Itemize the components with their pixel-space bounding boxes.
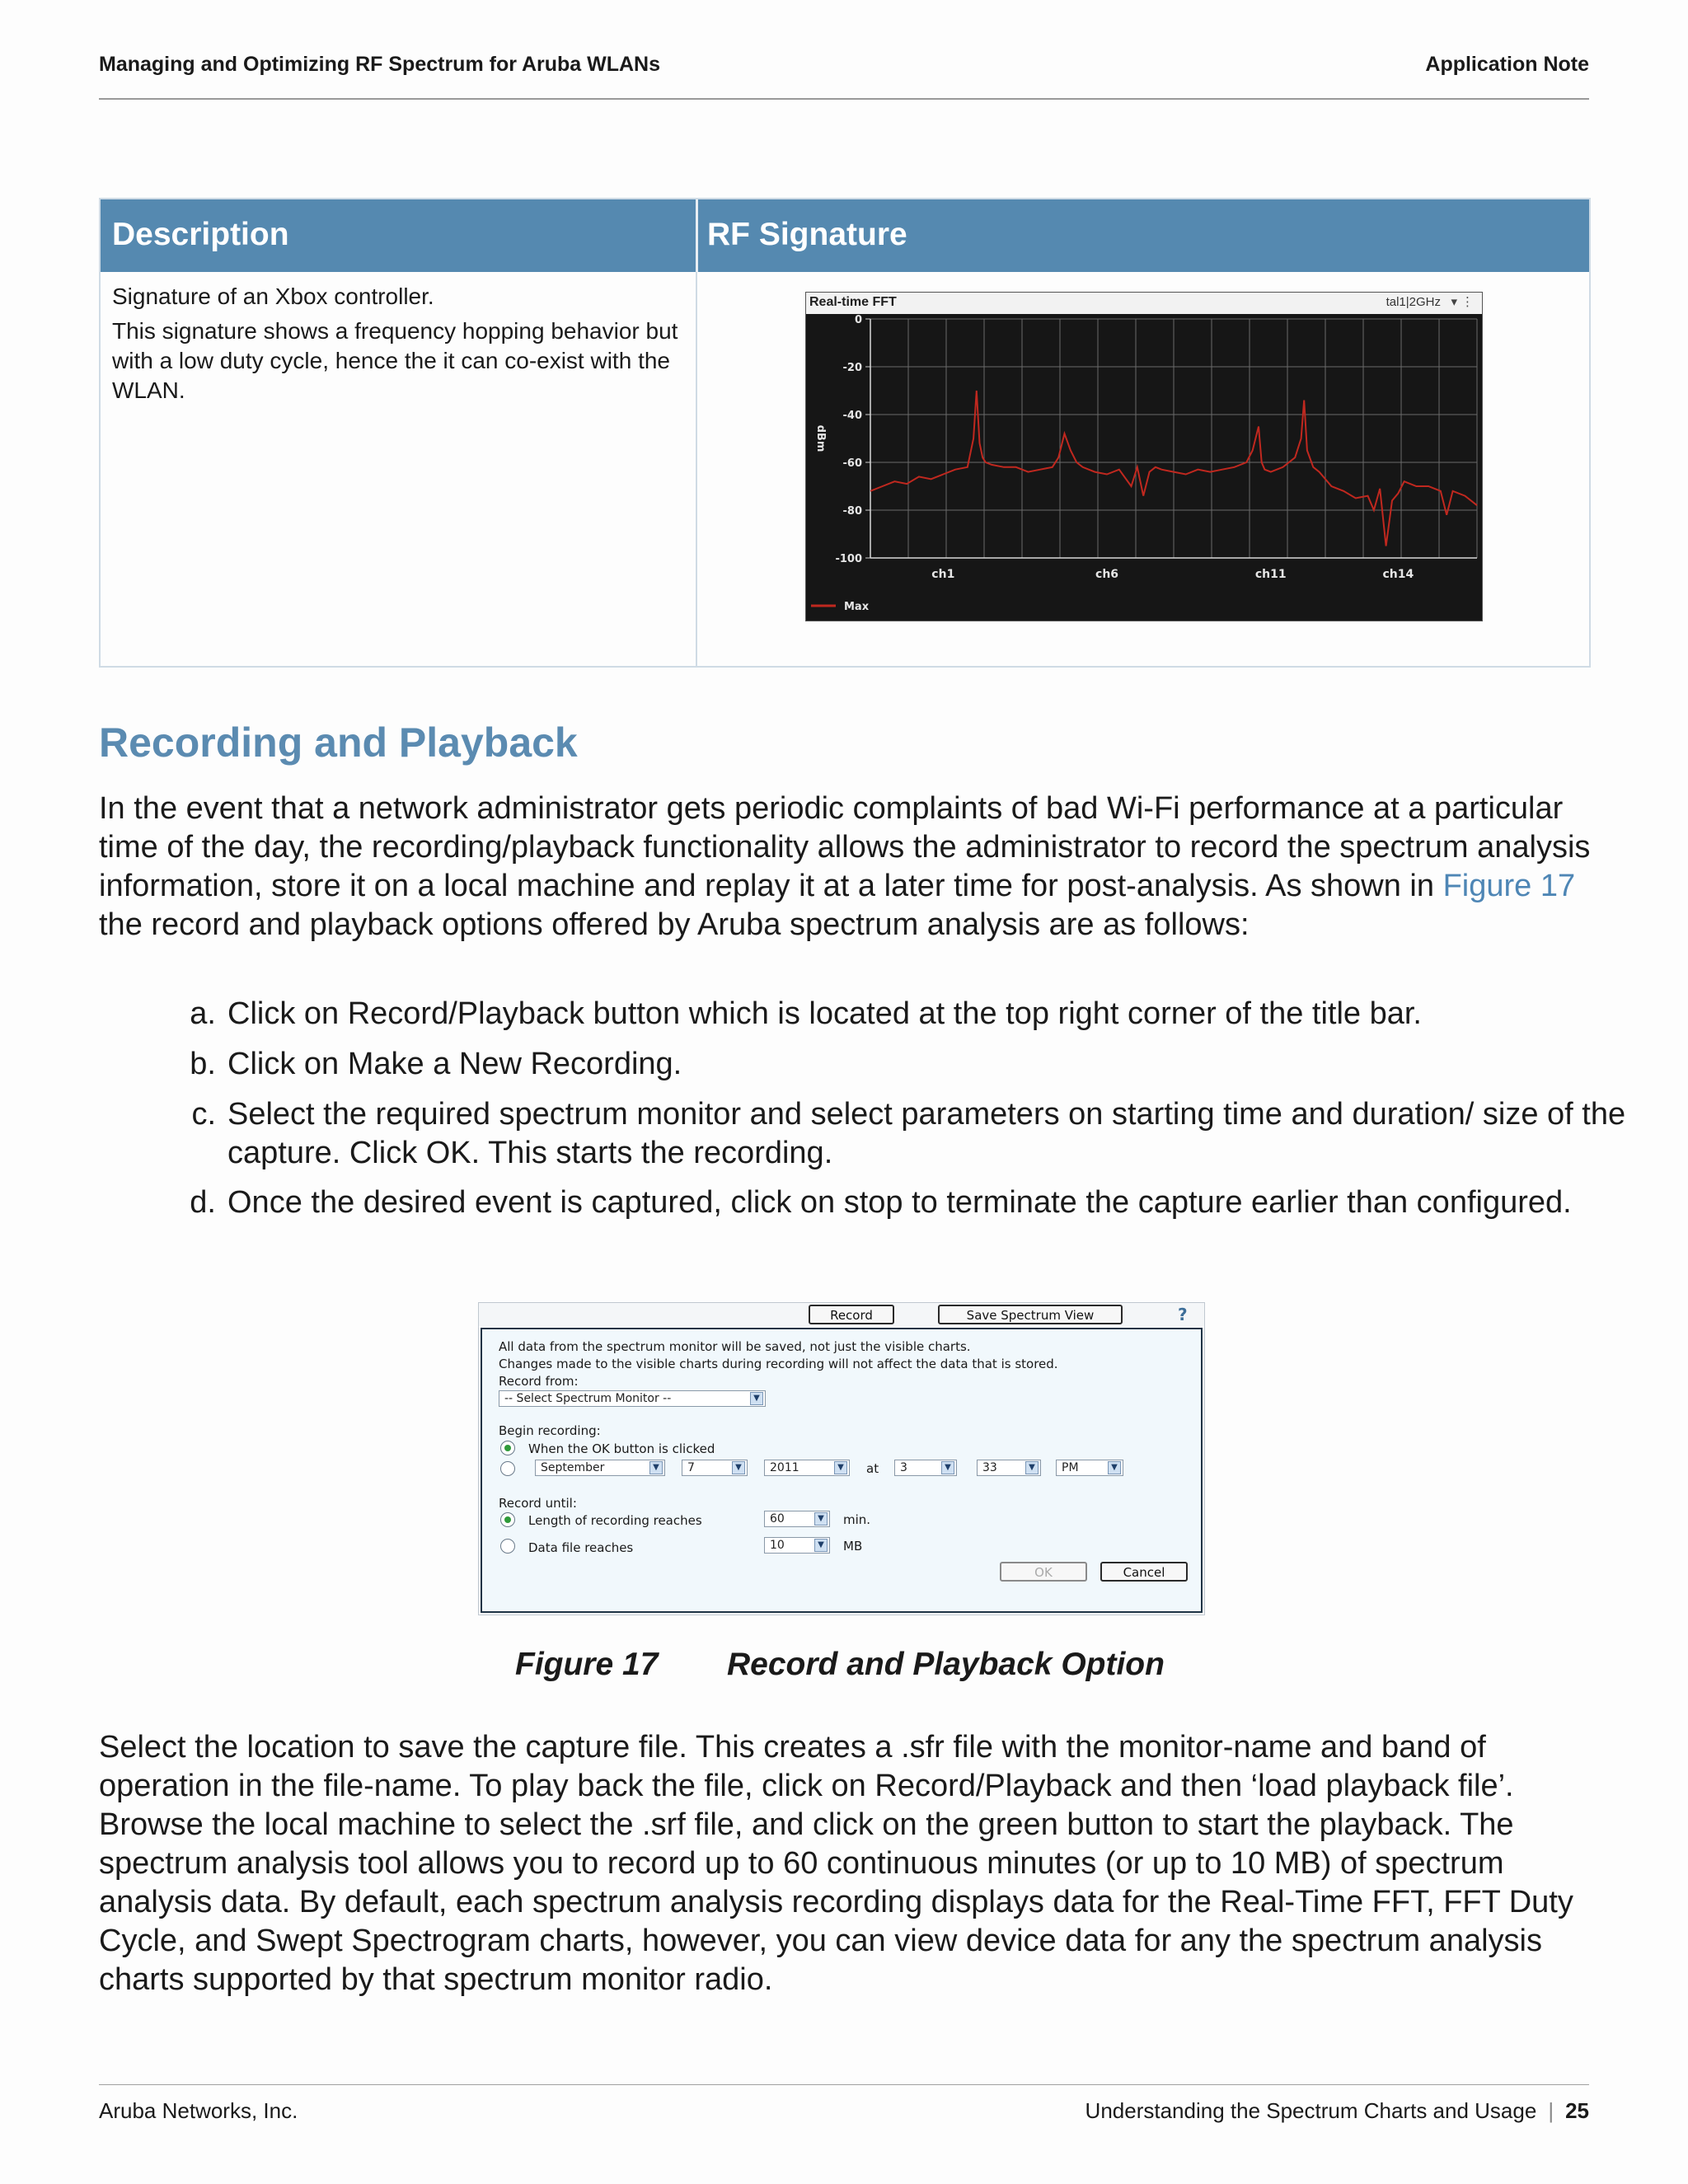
list-marker: d. — [190, 1185, 216, 1220]
figure-title: Record and Playback Option — [727, 1647, 1165, 1682]
begin-recording-label: Begin recording: — [499, 1423, 601, 1438]
footer-company: Aruba Networks, Inc. — [99, 2098, 298, 2123]
list-item — [99, 995, 1607, 1033]
y-tick-label: -80 — [842, 505, 862, 518]
footer-section — [1085, 2098, 1589, 2124]
header-divider — [99, 98, 1589, 100]
help-icon[interactable]: ? — [1178, 1305, 1188, 1324]
chevron-down-icon: ▾ — [1451, 295, 1457, 309]
record-button[interactable]: Record — [809, 1305, 894, 1324]
playback-paragraph: Select the location to save the capture file. This creates a .sfr file with the monitor-name and band of operation in the file-name. To play back the file, click on Record/Playback and then ‘load playback file’. Browse the local machine to select the .srf file, and click on the green button to start the playback. The spectrum analysis tool allows you to record up to 60 continuous minutes (or up to 10 MB) of spectrum analysis data. By default, each spectrum analysis recording displays data for the Real-Time FFT, FFT Duty Cycle, and Swept Spectrogram charts, however, you can view device data for any the spectrum analysis charts supported by that spectrum monitor radio. — [99, 1730, 1573, 1997]
select-value: 3 — [900, 1461, 907, 1474]
chart-titlebar — [806, 293, 1482, 314]
description-body: This signature shows a frequency hopping behavior but with a low duty cycle, hence the it can co-exist with the WLAN. — [112, 318, 678, 403]
footer-chapter-title: Understanding the Spectrum Charts and Usage — [1085, 2098, 1537, 2123]
select-value: September — [541, 1461, 605, 1474]
footer-separator: | — [1548, 2098, 1554, 2123]
page-number: 25 — [1565, 2098, 1589, 2123]
chevron-down-icon: ▼ — [649, 1461, 663, 1474]
select-value: 2011 — [770, 1461, 799, 1474]
length-limit-label: Length of recording reaches — [528, 1513, 702, 1528]
x-tick-label: ch14 — [1382, 568, 1414, 581]
y-axis-label: dBm — [814, 424, 827, 452]
length-unit: min. — [843, 1512, 871, 1527]
running-header-doc-type: Application Note — [1425, 53, 1589, 76]
figure-17-link[interactable]: Figure 17 — [1442, 869, 1576, 903]
list-item — [99, 1183, 1607, 1261]
menu-icon: ⋮ — [1461, 295, 1474, 309]
fft-chart — [805, 292, 1483, 621]
y-tick-label: -60 — [842, 457, 862, 470]
chart-band-label: tal1|2GHz — [1386, 295, 1441, 309]
ampm-select[interactable] — [1056, 1460, 1123, 1476]
chevron-down-icon: ▼ — [1025, 1461, 1039, 1474]
size-unit: MB — [843, 1539, 863, 1554]
dialog-toolbar — [479, 1303, 1204, 1326]
day-select[interactable] — [682, 1460, 748, 1476]
length-limit-radio[interactable] — [500, 1512, 515, 1527]
list-item-text: Once the desired event is captured, click on stop to terminate the capture earlier than configured. — [227, 1185, 1572, 1220]
info-text: All data from the spectrum monitor will be saved, not just the visible charts. — [499, 1339, 971, 1354]
header-column-divider — [696, 199, 698, 272]
list-item-text: Click on Record/Playback button which is located at the top right corner of the title bar. — [227, 996, 1422, 1031]
record-dialog-screenshot — [478, 1302, 1205, 1615]
chart-title: Real-time FFT — [809, 295, 897, 309]
length-select[interactable] — [764, 1511, 830, 1527]
year-select[interactable] — [764, 1460, 850, 1476]
y-tick-label: 0 — [854, 314, 862, 326]
list-item — [99, 1095, 1626, 1173]
x-tick-label: ch1 — [931, 568, 955, 581]
size-select[interactable] — [764, 1537, 830, 1554]
column-divider — [696, 272, 697, 668]
figure-number: Figure 17 — [515, 1647, 659, 1682]
chevron-down-icon: ▼ — [750, 1392, 763, 1405]
description-title: Signature of an Xbox controller. — [112, 284, 434, 309]
legend-label: Max — [844, 601, 870, 613]
spectrum-monitor-select[interactable] — [499, 1390, 766, 1407]
y-tick-label: -40 — [842, 410, 862, 422]
month-select[interactable] — [535, 1460, 665, 1476]
select-value: 7 — [687, 1461, 695, 1474]
y-tick-label: -20 — [842, 362, 862, 374]
y-tick-label: -100 — [835, 553, 862, 565]
chevron-down-icon: ▼ — [732, 1461, 745, 1474]
section-heading: Recording and Playback — [99, 719, 578, 766]
save-spectrum-view-button[interactable]: Save Spectrum View — [938, 1305, 1123, 1324]
info-text: Changes made to the visible charts during recording will not affect the data that is stored. — [499, 1357, 1058, 1371]
intro-text-end: the record and playback options offered by Aruba spectrum analysis are as follows: — [99, 907, 1250, 942]
chevron-down-icon: ▼ — [941, 1461, 954, 1474]
select-value: 10 — [770, 1539, 785, 1552]
column-header-rf-signature: RF Signature — [707, 217, 907, 252]
footer-divider — [99, 2084, 1589, 2085]
column-header-description: Description — [112, 217, 289, 252]
chevron-down-icon: ▼ — [834, 1461, 847, 1474]
running-header-title: Managing and Optimizing RF Spectrum for Aruba WLANs — [99, 53, 661, 76]
description-cell — [112, 282, 681, 410]
intro-paragraph — [99, 790, 1607, 944]
select-value: 33 — [982, 1461, 997, 1474]
intro-text-start: In the event that a network administrator gets periodic complaints of bad Wi-Fi performance at a particular time of the day, the recording/playback functionality allows the administrator to record the spectrum analysis information, store it on a local machine and replay it at a later time for post-analysis. As shown in — [99, 791, 1591, 903]
x-tick-label: ch6 — [1095, 568, 1119, 581]
list-marker: a. — [190, 996, 216, 1031]
begin-on-ok-radio[interactable] — [500, 1441, 515, 1455]
minute-select[interactable] — [977, 1460, 1041, 1476]
list-item-text: Click on Make a New Recording. — [227, 1047, 682, 1081]
begin-on-ok-label: When the OK button is clicked — [528, 1441, 715, 1456]
chevron-down-icon: ▼ — [1108, 1461, 1121, 1474]
select-value: 60 — [770, 1512, 785, 1526]
chart-plot-area — [806, 314, 1482, 621]
list-item-text: Select the required spectrum monitor and select parameters on starting time and duration/ size of the capture. Click OK. This starts the recording. — [227, 1097, 1626, 1170]
begin-at-time-radio[interactable] — [500, 1461, 515, 1476]
record-settings-panel — [481, 1328, 1203, 1613]
record-until-label: Record until: — [499, 1496, 577, 1511]
list-item — [99, 1045, 1607, 1084]
select-value: PM — [1062, 1461, 1079, 1474]
size-limit-radio[interactable] — [500, 1539, 515, 1554]
hour-select[interactable] — [894, 1460, 957, 1476]
x-tick-label: ch11 — [1254, 568, 1287, 581]
list-marker: c. — [191, 1097, 216, 1132]
table-header-row — [101, 199, 1589, 272]
select-value: -- Select Spectrum Monitor -- — [504, 1392, 672, 1405]
list-marker: b. — [190, 1047, 216, 1081]
chevron-down-icon: ▼ — [814, 1539, 828, 1552]
record-from-label: Record from: — [499, 1374, 579, 1389]
at-label: at — [866, 1461, 879, 1476]
ok-button[interactable]: OK — [1000, 1562, 1087, 1582]
chevron-down-icon: ▼ — [814, 1512, 828, 1526]
cancel-button[interactable]: Cancel — [1100, 1562, 1188, 1582]
size-limit-label: Data file reaches — [528, 1540, 634, 1555]
